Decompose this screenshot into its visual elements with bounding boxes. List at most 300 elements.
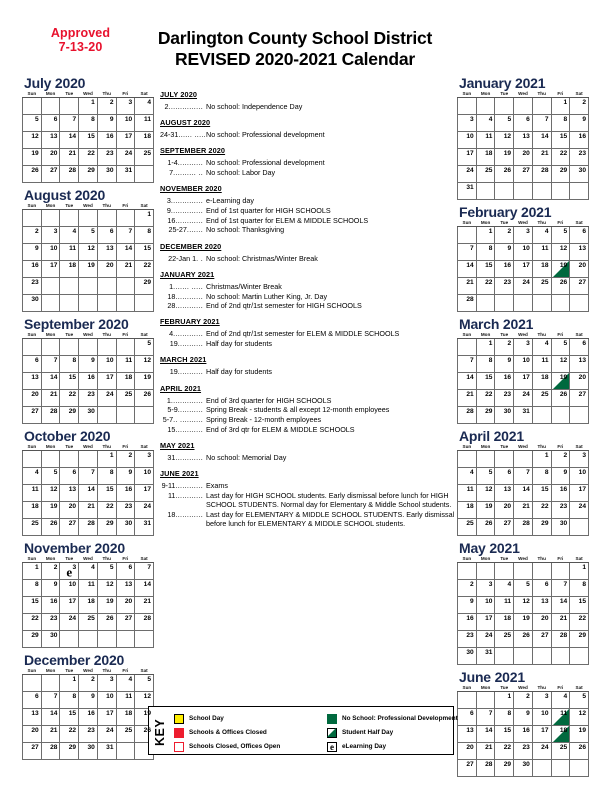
- day-cell[interactable]: [135, 244, 154, 261]
- day-cell[interactable]: [570, 597, 589, 614]
- day-cell[interactable]: [41, 468, 60, 485]
- day-cell[interactable]: [97, 563, 116, 580]
- day-cell[interactable]: [458, 390, 477, 407]
- day-cell[interactable]: [41, 115, 60, 132]
- day-cell[interactable]: [458, 760, 477, 777]
- day-cell[interactable]: [495, 227, 514, 244]
- day-cell[interactable]: [570, 468, 589, 485]
- day-cell[interactable]: [135, 580, 154, 597]
- day-cell[interactable]: [495, 356, 514, 373]
- day-cell[interactable]: [79, 502, 98, 519]
- day-cell[interactable]: [41, 149, 60, 166]
- day-cell[interactable]: [570, 614, 589, 631]
- day-cell[interactable]: [570, 485, 589, 502]
- day-cell[interactable]: [79, 407, 98, 424]
- day-cell[interactable]: [570, 356, 589, 373]
- day-cell[interactable]: [116, 502, 135, 519]
- day-cell[interactable]: [495, 709, 514, 726]
- day-cell[interactable]: [135, 485, 154, 502]
- day-cell[interactable]: [495, 614, 514, 631]
- day-cell[interactable]: [79, 278, 98, 295]
- day-cell[interactable]: [41, 373, 60, 390]
- day-cell[interactable]: [551, 580, 570, 597]
- day-cell[interactable]: [514, 227, 533, 244]
- day-cell[interactable]: [97, 356, 116, 373]
- day-cell[interactable]: [514, 760, 533, 777]
- day-cell[interactable]: [458, 709, 477, 726]
- day-cell[interactable]: [60, 115, 79, 132]
- day-cell[interactable]: [116, 726, 135, 743]
- day-cell[interactable]: [476, 115, 495, 132]
- day-cell[interactable]: [476, 390, 495, 407]
- day-cell[interactable]: [116, 166, 135, 183]
- day-cell[interactable]: [458, 115, 477, 132]
- day-cell[interactable]: [514, 244, 533, 261]
- day-cell[interactable]: [532, 166, 551, 183]
- day-cell[interactable]: [476, 709, 495, 726]
- day-cell[interactable]: [570, 227, 589, 244]
- day-cell[interactable]: [551, 597, 570, 614]
- day-cell[interactable]: [60, 675, 79, 692]
- day-cell[interactable]: [41, 519, 60, 536]
- day-cell[interactable]: [514, 278, 533, 295]
- day-cell[interactable]: [551, 692, 570, 709]
- day-cell[interactable]: [23, 631, 42, 648]
- day-cell[interactable]: [458, 278, 477, 295]
- day-cell[interactable]: [116, 132, 135, 149]
- day-cell[interactable]: [514, 132, 533, 149]
- day-cell[interactable]: [97, 468, 116, 485]
- day-cell[interactable]: [60, 132, 79, 149]
- day-cell[interactable]: [60, 339, 79, 356]
- day-cell[interactable]: [532, 743, 551, 760]
- day-cell[interactable]: [476, 132, 495, 149]
- day-cell[interactable]: [41, 278, 60, 295]
- day-cell[interactable]: [551, 132, 570, 149]
- day-cell[interactable]: [23, 743, 42, 760]
- day-cell[interactable]: [514, 692, 533, 709]
- day-cell[interactable]: [60, 227, 79, 244]
- day-cell[interactable]: [476, 407, 495, 424]
- day-cell[interactable]: [79, 519, 98, 536]
- day-cell[interactable]: [135, 563, 154, 580]
- day-cell[interactable]: [551, 98, 570, 115]
- day-cell[interactable]: [570, 709, 589, 726]
- day-cell[interactable]: [532, 356, 551, 373]
- day-cell[interactable]: [79, 485, 98, 502]
- day-cell[interactable]: [97, 726, 116, 743]
- day-cell[interactable]: [458, 183, 477, 200]
- day-cell[interactable]: [23, 166, 42, 183]
- day-cell[interactable]: [570, 98, 589, 115]
- day-cell[interactable]: [60, 502, 79, 519]
- day-cell[interactable]: [476, 597, 495, 614]
- day-cell[interactable]: [551, 519, 570, 536]
- day-cell[interactable]: [116, 519, 135, 536]
- day-cell[interactable]: [551, 485, 570, 502]
- day-cell[interactable]: [476, 356, 495, 373]
- day-cell[interactable]: [60, 356, 79, 373]
- day-cell[interactable]: [495, 339, 514, 356]
- day-cell[interactable]: [79, 339, 98, 356]
- day-cell[interactable]: [532, 726, 551, 743]
- day-cell[interactable]: [97, 390, 116, 407]
- day-cell[interactable]: [60, 278, 79, 295]
- day-cell[interactable]: [532, 519, 551, 536]
- day-cell[interactable]: [60, 244, 79, 261]
- day-cell[interactable]: [79, 692, 98, 709]
- day-cell[interactable]: [97, 743, 116, 760]
- day-cell[interactable]: [79, 468, 98, 485]
- day-cell[interactable]: [23, 373, 42, 390]
- day-cell[interactable]: [570, 244, 589, 261]
- day-cell[interactable]: [60, 149, 79, 166]
- day-cell[interactable]: [60, 743, 79, 760]
- day-cell[interactable]: [116, 244, 135, 261]
- day-cell[interactable]: [476, 614, 495, 631]
- day-cell[interactable]: [570, 451, 589, 468]
- day-cell[interactable]: [60, 692, 79, 709]
- day-cell[interactable]: [514, 390, 533, 407]
- day-cell[interactable]: [116, 278, 135, 295]
- day-cell[interactable]: [23, 115, 42, 132]
- day-cell[interactable]: [551, 149, 570, 166]
- day-cell[interactable]: [79, 726, 98, 743]
- day-cell[interactable]: [23, 726, 42, 743]
- day-cell[interactable]: [116, 451, 135, 468]
- day-cell[interactable]: [551, 468, 570, 485]
- day-cell[interactable]: [116, 468, 135, 485]
- day-cell[interactable]: [135, 132, 154, 149]
- day-cell[interactable]: [116, 149, 135, 166]
- day-cell[interactable]: [532, 261, 551, 278]
- day-cell[interactable]: [458, 597, 477, 614]
- day-cell[interactable]: [532, 132, 551, 149]
- day-cell[interactable]: [551, 244, 570, 261]
- day-cell[interactable]: [116, 98, 135, 115]
- day-cell[interactable]: [458, 166, 477, 183]
- day-cell[interactable]: [79, 166, 98, 183]
- day-cell[interactable]: [570, 563, 589, 580]
- day-cell[interactable]: [41, 485, 60, 502]
- day-cell[interactable]: [23, 244, 42, 261]
- day-cell[interactable]: [23, 407, 42, 424]
- day-cell[interactable]: [551, 631, 570, 648]
- day-cell[interactable]: [570, 261, 589, 278]
- day-cell[interactable]: [476, 373, 495, 390]
- day-cell[interactable]: [79, 356, 98, 373]
- day-cell[interactable]: [514, 597, 533, 614]
- day-cell[interactable]: [532, 339, 551, 356]
- day-cell[interactable]: [79, 743, 98, 760]
- day-cell[interactable]: [532, 278, 551, 295]
- day-cell[interactable]: [551, 166, 570, 183]
- day-cell[interactable]: [532, 149, 551, 166]
- day-cell[interactable]: [79, 709, 98, 726]
- day-cell[interactable]: [514, 339, 533, 356]
- day-cell[interactable]: [532, 390, 551, 407]
- day-cell[interactable]: [551, 261, 570, 278]
- day-cell[interactable]: [458, 743, 477, 760]
- day-cell[interactable]: [495, 519, 514, 536]
- day-cell[interactable]: [23, 709, 42, 726]
- day-cell[interactable]: [532, 244, 551, 261]
- day-cell[interactable]: [532, 227, 551, 244]
- day-cell[interactable]: [23, 295, 42, 312]
- day-cell[interactable]: [60, 468, 79, 485]
- day-cell[interactable]: [135, 278, 154, 295]
- day-cell[interactable]: [116, 390, 135, 407]
- day-cell[interactable]: [41, 743, 60, 760]
- day-cell[interactable]: [79, 132, 98, 149]
- day-cell[interactable]: [514, 631, 533, 648]
- day-cell[interactable]: [476, 519, 495, 536]
- day-cell[interactable]: [97, 451, 116, 468]
- day-cell[interactable]: [97, 709, 116, 726]
- day-cell[interactable]: [23, 468, 42, 485]
- day-cell[interactable]: [97, 149, 116, 166]
- day-cell[interactable]: [23, 502, 42, 519]
- day-cell[interactable]: [551, 726, 570, 743]
- day-cell[interactable]: [97, 614, 116, 631]
- day-cell[interactable]: [41, 132, 60, 149]
- day-cell[interactable]: [495, 407, 514, 424]
- day-cell[interactable]: [570, 631, 589, 648]
- day-cell[interactable]: [551, 614, 570, 631]
- day-cell[interactable]: [97, 339, 116, 356]
- day-cell[interactable]: [476, 726, 495, 743]
- day-cell[interactable]: [23, 132, 42, 149]
- day-cell[interactable]: [476, 166, 495, 183]
- day-cell[interactable]: [60, 726, 79, 743]
- day-cell[interactable]: [79, 563, 98, 580]
- day-cell[interactable]: [514, 726, 533, 743]
- day-cell[interactable]: [495, 760, 514, 777]
- day-cell[interactable]: [41, 407, 60, 424]
- day-cell[interactable]: [135, 597, 154, 614]
- day-cell[interactable]: [570, 390, 589, 407]
- day-cell[interactable]: [551, 278, 570, 295]
- day-cell[interactable]: [97, 373, 116, 390]
- day-cell[interactable]: [60, 709, 79, 726]
- day-cell[interactable]: [97, 485, 116, 502]
- day-cell[interactable]: [116, 563, 135, 580]
- day-cell[interactable]: [60, 373, 79, 390]
- day-cell[interactable]: [495, 580, 514, 597]
- day-cell[interactable]: [135, 519, 154, 536]
- day-cell[interactable]: [97, 98, 116, 115]
- day-cell[interactable]: [570, 339, 589, 356]
- day-cell[interactable]: [79, 244, 98, 261]
- day-cell[interactable]: [476, 468, 495, 485]
- day-cell[interactable]: [570, 115, 589, 132]
- day-cell[interactable]: [23, 519, 42, 536]
- day-cell[interactable]: [570, 580, 589, 597]
- day-cell[interactable]: [495, 166, 514, 183]
- day-cell[interactable]: [41, 726, 60, 743]
- day-cell[interactable]: [570, 502, 589, 519]
- day-cell[interactable]: [135, 98, 154, 115]
- day-cell[interactable]: [551, 451, 570, 468]
- day-cell[interactable]: [79, 390, 98, 407]
- day-cell[interactable]: [570, 149, 589, 166]
- day-cell[interactable]: [41, 261, 60, 278]
- day-cell[interactable]: [41, 356, 60, 373]
- day-cell[interactable]: [23, 227, 42, 244]
- day-cell[interactable]: [495, 115, 514, 132]
- day-cell[interactable]: [495, 692, 514, 709]
- day-cell[interactable]: [514, 407, 533, 424]
- day-cell[interactable]: [23, 614, 42, 631]
- day-cell[interactable]: [41, 709, 60, 726]
- day-cell[interactable]: [570, 278, 589, 295]
- day-cell[interactable]: [97, 261, 116, 278]
- day-cell[interactable]: [135, 675, 154, 692]
- day-cell[interactable]: [97, 597, 116, 614]
- day-cell[interactable]: [495, 743, 514, 760]
- day-cell[interactable]: [116, 373, 135, 390]
- day-cell[interactable]: [514, 485, 533, 502]
- day-cell[interactable]: [116, 709, 135, 726]
- day-cell[interactable]: [551, 502, 570, 519]
- day-cell[interactable]: [41, 227, 60, 244]
- day-cell[interactable]: [60, 580, 79, 597]
- day-cell[interactable]: [60, 563, 79, 580]
- day-cell[interactable]: [495, 390, 514, 407]
- day-cell[interactable]: [458, 295, 477, 312]
- day-cell[interactable]: [41, 166, 60, 183]
- day-cell[interactable]: [532, 614, 551, 631]
- day-cell[interactable]: [514, 502, 533, 519]
- day-cell[interactable]: [60, 261, 79, 278]
- day-cell[interactable]: [116, 597, 135, 614]
- day-cell[interactable]: [79, 115, 98, 132]
- day-cell[interactable]: [514, 261, 533, 278]
- day-cell[interactable]: [458, 132, 477, 149]
- day-cell[interactable]: [495, 631, 514, 648]
- day-cell[interactable]: [97, 132, 116, 149]
- day-cell[interactable]: [551, 339, 570, 356]
- day-cell[interactable]: [514, 519, 533, 536]
- day-cell[interactable]: [135, 614, 154, 631]
- day-cell[interactable]: [97, 278, 116, 295]
- day-cell[interactable]: [532, 709, 551, 726]
- day-cell[interactable]: [476, 743, 495, 760]
- day-cell[interactable]: [116, 675, 135, 692]
- day-cell[interactable]: [79, 98, 98, 115]
- day-cell[interactable]: [23, 692, 42, 709]
- day-cell[interactable]: [532, 692, 551, 709]
- day-cell[interactable]: [458, 580, 477, 597]
- day-cell[interactable]: [23, 390, 42, 407]
- day-cell[interactable]: [60, 597, 79, 614]
- day-cell[interactable]: [495, 726, 514, 743]
- day-cell[interactable]: [570, 692, 589, 709]
- day-cell[interactable]: [41, 502, 60, 519]
- day-cell[interactable]: [458, 485, 477, 502]
- day-cell[interactable]: [135, 115, 154, 132]
- day-cell[interactable]: [476, 244, 495, 261]
- day-cell[interactable]: [476, 278, 495, 295]
- day-cell[interactable]: [41, 580, 60, 597]
- day-cell[interactable]: [551, 356, 570, 373]
- day-cell[interactable]: [41, 692, 60, 709]
- day-cell[interactable]: [495, 149, 514, 166]
- day-cell[interactable]: [458, 407, 477, 424]
- day-cell[interactable]: [495, 278, 514, 295]
- day-cell[interactable]: [514, 580, 533, 597]
- day-cell[interactable]: [476, 261, 495, 278]
- day-cell[interactable]: [476, 580, 495, 597]
- day-cell[interactable]: [532, 485, 551, 502]
- day-cell[interactable]: [495, 485, 514, 502]
- day-cell[interactable]: [495, 502, 514, 519]
- day-cell[interactable]: [60, 519, 79, 536]
- day-cell[interactable]: [135, 261, 154, 278]
- day-cell[interactable]: [135, 227, 154, 244]
- day-cell[interactable]: [476, 648, 495, 665]
- day-cell[interactable]: [79, 675, 98, 692]
- day-cell[interactable]: [514, 373, 533, 390]
- day-cell[interactable]: [79, 149, 98, 166]
- day-cell[interactable]: [41, 295, 60, 312]
- day-cell[interactable]: [532, 631, 551, 648]
- day-cell[interactable]: [60, 614, 79, 631]
- day-cell[interactable]: [41, 614, 60, 631]
- day-cell[interactable]: [97, 502, 116, 519]
- day-cell[interactable]: [97, 244, 116, 261]
- day-cell[interactable]: [458, 519, 477, 536]
- day-cell[interactable]: [135, 451, 154, 468]
- day-cell[interactable]: [476, 149, 495, 166]
- day-cell[interactable]: [23, 597, 42, 614]
- day-cell[interactable]: [458, 261, 477, 278]
- day-cell[interactable]: [458, 614, 477, 631]
- day-cell[interactable]: [23, 563, 42, 580]
- day-cell[interactable]: [551, 227, 570, 244]
- day-cell[interactable]: [532, 451, 551, 468]
- day-cell[interactable]: [514, 614, 533, 631]
- day-cell[interactable]: [79, 227, 98, 244]
- day-cell[interactable]: [135, 373, 154, 390]
- day-cell[interactable]: [458, 149, 477, 166]
- day-cell[interactable]: [458, 502, 477, 519]
- day-cell[interactable]: [116, 692, 135, 709]
- day-cell[interactable]: [532, 597, 551, 614]
- day-cell[interactable]: [570, 373, 589, 390]
- day-cell[interactable]: [514, 709, 533, 726]
- day-cell[interactable]: [116, 339, 135, 356]
- day-cell[interactable]: [79, 597, 98, 614]
- day-cell[interactable]: [458, 356, 477, 373]
- day-cell[interactable]: [23, 580, 42, 597]
- day-cell[interactable]: [495, 597, 514, 614]
- day-cell[interactable]: [116, 580, 135, 597]
- day-cell[interactable]: [476, 760, 495, 777]
- day-cell[interactable]: [458, 648, 477, 665]
- day-cell[interactable]: [60, 407, 79, 424]
- day-cell[interactable]: [135, 339, 154, 356]
- day-cell[interactable]: [570, 743, 589, 760]
- day-cell[interactable]: [23, 261, 42, 278]
- day-cell[interactable]: [551, 709, 570, 726]
- day-cell[interactable]: [79, 261, 98, 278]
- day-cell[interactable]: [116, 614, 135, 631]
- day-cell[interactable]: [41, 597, 60, 614]
- day-cell[interactable]: [23, 356, 42, 373]
- day-cell[interactable]: [41, 563, 60, 580]
- day-cell[interactable]: [116, 356, 135, 373]
